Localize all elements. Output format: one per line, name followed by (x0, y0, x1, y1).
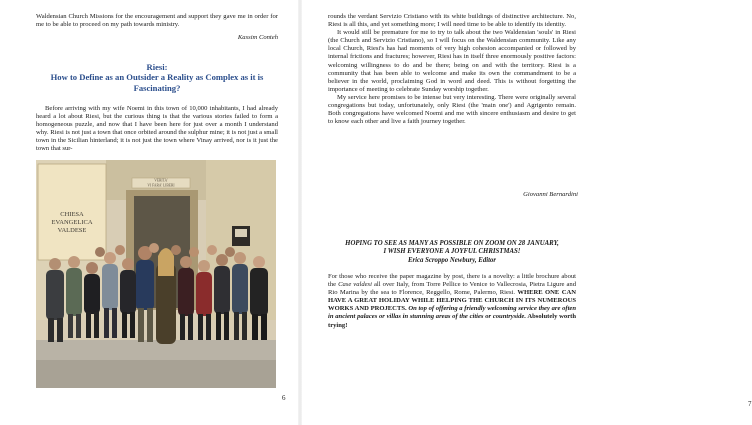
plaque-text-line-1: VERITA' (154, 178, 168, 183)
page-number-right: 7 (748, 400, 752, 408)
greeting-signature: Erica Scroppo Newbury, Editor (407, 256, 497, 264)
notice-closing: Absolutely worth trying! (328, 313, 577, 329)
greeting-line-1: HOPING TO SEE AS MANY AS POSSIBLE ON ZOOM ON 28 JANUARY, (345, 240, 559, 247)
intro-signature: Kassim Conteh (237, 34, 278, 41)
article-paragraph-2: It would still be premature for me to try to talk about the two Waldensian 'souls' in Riesi (the Church and Servizio Cristiano), so I will focus on the Waldensian community. Like any local Church, Riesi's has had moments of very high cohesion accompanied or followed by internal frictions and fractures; however, Riesi has in itself three enormously positive factors: welcoming willingness to do and be there; being on and with the territory. Riesi is a community that has been able to welcome and make its own the commandment to be a believer in the world, proclaiming God in word and deed. This is without forgetting the importance of meeting to celebrate Sunday worship together. (328, 29, 576, 93)
plaque-text-line-2: VI FARA' LIBERI (147, 183, 175, 188)
article-paragraph-3: My service here promises to be intense but very interesting. There were originally several congregations but today, unfortunately, only Riesi (the 'main one') and Agrigento remain. Both congregations have welcomed Noemi and me with sincere enthusiasm and desire to get to know each other and live a faith journey together. (328, 93, 576, 126)
greeting-line-2: I WISH EVERYONE A JOYFUL CHRISTMAS! (383, 248, 521, 256)
intro-paragraph: Waldensian Church Missions for the encouragement and support they gave me in order for me to be able to proceed on my path towards ministry. (36, 13, 278, 29)
right-page (304, 0, 752, 425)
notice-bold-text: WHERE ONE CAN HAVE A GREAT HOLIDAY WHILE HELPING THE CHURCH IN ITS NUMEROUS WORKS AND PROJECTS. (328, 289, 576, 313)
page-gutter (298, 0, 302, 425)
article-signature: Giovanni Bernardini (523, 191, 578, 198)
sign-text-line-1: CHIESA (60, 211, 84, 218)
article-body: Before arriving with my wife Noemi in this town of 10,000 inhabitants, I had already heard a lot about Riesi, but the curious thing is that the various stories failed to form a homogeneous puzzle, and now that I have been here for just over a month I understand why. Riesi is not just a town that once orbited around the sulphur mine; it is not just a small town in the Sicilian hinterland; it is not just the town where Vinay arrived, nor is it just the town that sur- (36, 105, 278, 153)
article-continuation (328, 13, 576, 126)
notice-text-2: all over Italy, from Torre Pellice to Venice to Vallecrosia, Pietra Ligure and Rio Marina by the sea to Florence, Reggello, Rome, Palermo, Riesi. (328, 281, 576, 297)
article-paragraph-1: rounds the verdant Servizio Cristiano with its white buildings of distinctive architecture. No, Riesi is all this, and yet something more; I will need time to be able to identify its identity. (328, 13, 576, 29)
article-title-line-1: Riesi: (146, 62, 168, 72)
church-group-photo (36, 160, 276, 388)
christmas-greeting (328, 240, 576, 265)
case-valdesi-notice (328, 273, 576, 330)
sign-text-line-2: EVANGELICA (51, 219, 93, 226)
notice-case-valdesi: Case valdesi (338, 281, 372, 289)
article-title-line-2: How to Define as an Outsider a Reality as Complex as it is Fascinating? (50, 72, 264, 93)
left-page (0, 0, 296, 425)
sign-text-line-3: VALDESE (57, 227, 87, 234)
page-number-left: 6 (282, 394, 286, 402)
article-title (36, 62, 278, 93)
notice-text-1: For those who receive the paper magazine by post, there is a novelty: a little brochure about the (328, 273, 576, 289)
notice-bold-italic-text: On top of offering a friendly welcoming service they are often in ancient palaces or villas in stunning areas of the cities or countryside. (328, 305, 576, 321)
